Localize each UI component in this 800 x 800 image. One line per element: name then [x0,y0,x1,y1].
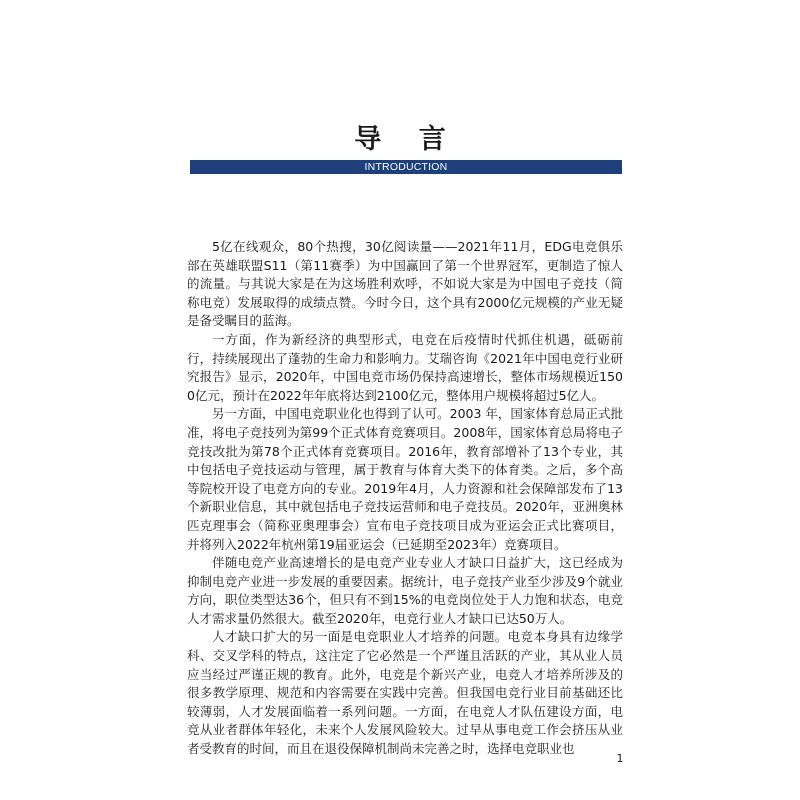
page-number: 1 [616,752,624,765]
page-title: 导 言 [354,124,460,155]
paragraph-3: 另一方面，中国电竞职业化也得到了认可。2003 年，国家体育总局正式批准，将电子竞技列为第99个正式体育竞赛项目。2008年，国家体育总局将电子竞技改批为第78个正式体育竞赛项目。2016年，教育部增补了13个专业，其中包括电子竞技运动与管理，属于教育与体育大类下的体育类。之后，多个高等院校开设了电竞方向的专业。2019年4月，人力资源和社会保障部发布了13 个新职业信息，其中就包括电子竞技运营师和电子竞技员。2020年，亚洲奥林匹克理事会（简称亚奥理事会）宣布电子竞技项目成为亚运会正式比赛项目，并将列入2022年杭州第19届亚运会（已延期至2023年）竞赛项目。 [187,406,623,552]
paragraph-1: 5亿在线观众，80个热搜，30亿阅读量——2021年11月，EDG电竞俱乐部在英雄联盟S11（第11赛季）为中国赢回了第一个世界冠军，更制造了惊人的流量。与其说大家是在为这场胜利欢呼，不如说大家是为中国电子竞技（简称电竞）发展取得的成绩点赞。今时今日，这个具有2000亿元规模的产业无疑是备受瞩目的蓝海。 [187,239,623,329]
body-text [187,238,623,759]
introduction-banner: INTRODUCTION [190,160,622,174]
paragraph-5: 人才缺口扩大的另一面是电竞职业人才培养的问题。电竞本身具有边缘学科、交叉学科的特点，这注定了它必然是一个严谨且活跃的产业，其从业人员应当经过严谨正规的教育。此外，电竞是个新兴产业，电竞人才培养所涉及的很多教学原理、规范和内容需要在实践中完善。但我国电竞行业目前基础还比较薄弱，人才发展面临着一系列问题。一方面，在电竞人才队伍建设方面，电竞从业者群体年轻化，未来个人发展风险较大。过早从事电竞工作会挤压从业者受教育的时间，而且在退役保障机制尚未完善之时，选择电竞职业也 [187,629,623,757]
paragraph-4: 伴随电竞产业高速增长的是电竞产业专业人才缺口日益扩大，这已经成为抑制电竞产业进一步发展的重要因素。据统计，电子竞技产业至少涉及9个就业方向，职位类型达36个，但只有不到15%的电竞岗位处于人力饱和状态，电竞人才需求量仍然很大。截至2020年，电竞行业人才缺口已达50万人。 [187,555,623,626]
paragraph-2: 一方面，作为新经济的典型形式，电竞在后疫情时代抓住机遇，砥砺前行，持续展现出了蓬勃的生命力和影响力。艾瑞咨询《2021年中国电竞行业研究报告》显示，2020年，中国电竞市场仍保持高速增长，整体市场规模近1500亿元，预计在2022年年底将达到2100亿元，整体用户规模将超过5亿人。 [187,331,623,403]
